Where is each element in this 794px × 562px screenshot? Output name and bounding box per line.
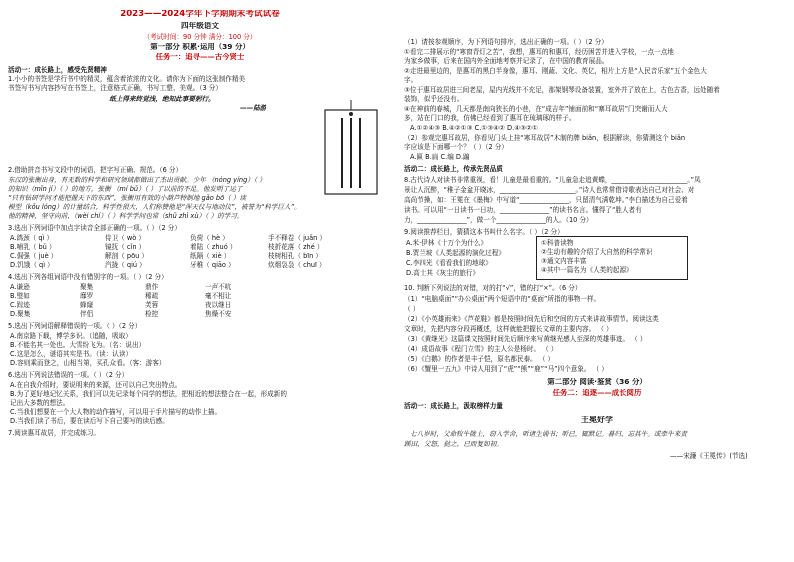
- recommendation-box: [536, 236, 688, 280]
- q4-option: 靡罗: [80, 292, 94, 300]
- q10-item: （1）“电脑桌面”“办公桌面”两个短语中的“桌面”所指的事物一样。: [404, 295, 601, 303]
- q3-option: 枝折花落（ zhé ）: [268, 243, 324, 251]
- q1-quote-author: ——陆游: [240, 104, 267, 112]
- q4-option: 鼎作: [145, 283, 159, 291]
- q4-option[interactable]: C.踪迹: [10, 301, 30, 309]
- q7-sentence-1: ①看完二排展示的“寒窗青灯之苦”，我想，惠耳的和惠耳，经历困苦并进入学校，一点一点地: [404, 48, 674, 56]
- q6-option[interactable]: B.为了更好地记忆关系，我们可以先记录每个同学的想法，把相近的想法整合在一起，形成新的: [10, 390, 287, 398]
- q4-option[interactable]: B.璧如: [10, 292, 30, 300]
- q9-option[interactable]: C.李四光《看看我们的地球》: [406, 259, 492, 267]
- q4-option: 芙蓉: [145, 301, 159, 309]
- q6-option-continued: 记出大多数的想法。: [10, 399, 70, 407]
- recommendation-item: ②生动有趣的介绍了大自然的科学常识: [541, 248, 653, 256]
- q7-part2-options[interactable]: A.匾 B.扁 C.编 D.蹁: [410, 153, 470, 161]
- q3-option: 镜抚（ cǐn ）: [105, 243, 146, 251]
- q3-option[interactable]: B.哺乳（ bǔ ）: [10, 243, 56, 251]
- q1-line1: 1.小小的书签是学行书中的精灵，蕴含着浓浓的文化。请你为下面的这张制作精美: [8, 75, 246, 83]
- q2-line6: 他的精神，坚守向前，（wèi chí）（ ）科学学问也常（shǔ zhì xù）（ ）的学习。: [8, 212, 244, 220]
- q10-item: （6）《蟹里一五九》中诗人用到了“虎”“熊”“鹿”“马”四个意象。 （ ）: [404, 365, 608, 373]
- activity-two-label: 活动二：成长路上，传承先贤品质: [404, 165, 503, 173]
- q10-item-cont: 文章时，先把内容分段再概述，这样就能把握长文章的主要内容。 （ ）: [404, 325, 613, 333]
- q8-line1: 8.古代诗人对读书非常重视，看！儿童是最看重的。“儿童急走追黄蝶，_______________________。”凤: [404, 176, 701, 184]
- q10-item: （3）《黄继光》这篇课文按照时间先后顺序来写黄继光感人至深的英雄事迹。 （ ）: [404, 335, 647, 343]
- q4-option: 毫不相让: [205, 292, 232, 300]
- q5-option[interactable]: D.容则乘而登之，山相当第，买孔众看。（客：游客）: [10, 359, 166, 367]
- q7-part1-options[interactable]: A.①②④③ B.④②①③ C.①③④② D.④③②①: [410, 124, 538, 132]
- q8-line2: 景让人沉醉，“稚子金盆开晓冰，_______________________。”诗人也常常借诗歌表达自己对社会、对: [404, 186, 695, 194]
- q4-option: 稀疏: [145, 292, 159, 300]
- q7-sentence-4: ④在神前的春城，几天都是南向狭长的小巷，在“成吉年”铺面前和“寨耳故居”门突谢而人大: [404, 105, 668, 113]
- q2-line4: “只有钻研学问才能把握天下的东西”，张衡用有效的小葫芦特制地 gǎo bō（ ）读: [8, 194, 247, 202]
- q2-line3: 的知识（mǐn jí）（ ）的地方，张衡 （mí bǔ）（ ）了以前的不足。他发明了运了: [8, 185, 243, 193]
- passage-title: 王冕好学: [581, 416, 613, 424]
- q10-item: （5）《白鹅》的作者是丰子恺，原名都民泰。 （ ）: [404, 355, 555, 363]
- q9-option[interactable]: A.米·伊林《十万个为什么》: [406, 239, 488, 247]
- exam-title: 2023——2024学年下学期期末考试试卷: [120, 10, 280, 18]
- q4-option: 伴侣: [80, 310, 94, 318]
- q7-stem: 7.阅读惠耳故居，并完成练习。: [8, 429, 101, 437]
- q2-line5: 模型（kǒu lóng）的计量结合，科学性很大，人们称赞他是“浑天仪与地动仪”，被誉为“科学巨人”。: [8, 203, 301, 211]
- q4-option: 焦燥不安: [205, 310, 232, 318]
- q4-option[interactable]: D.聚集: [10, 310, 31, 318]
- q3-option: 纸隔（ xiè ）: [190, 252, 231, 260]
- q2-line2: 东汉的张衡出身，有无数的科学和研究领域都做出了杰出贡献。少年 （nóng yíng）（ ）: [8, 176, 266, 184]
- passage-line2: 蹊田，父怒，挞之，已而复如初。: [404, 440, 503, 448]
- q4-option[interactable]: A.谦逊: [10, 283, 30, 291]
- q10-answer-blank[interactable]: （ ）: [404, 305, 420, 313]
- task-two-heading: 任务二：追逐——成长阅历: [552, 389, 642, 397]
- passage-line1: 七八岁时，父命牧牛陇上，窃入学舍，听诸生诵书；听已，辄默记。暮归，忘其牛。或牵牛来责: [410, 430, 687, 438]
- q3-option: 枝树相孔（ bīn ）: [268, 252, 322, 260]
- q3-option: 汽拢（ qiú ）: [105, 261, 146, 269]
- right-column: [400, 0, 794, 562]
- exam-info: （考试时间：90 分钟 满分：100 分）: [143, 33, 257, 41]
- q4-stem: 4.选出下列各组词语中没有错别字的一项。（ ）（2 分）: [8, 273, 168, 281]
- q3-option: 侍卫（ wò ）: [105, 234, 145, 242]
- q8-line5: 力，_______________”，做一个_______________的人。（10 分）: [404, 216, 593, 224]
- q2-line1: 2.借助拼音书写文段中的词语，把字写正确、规范。（6 分）: [8, 166, 183, 174]
- q4-option: 聚集: [80, 283, 94, 291]
- q6-option[interactable]: D.当我们读了书后，要在读后写下自己要写的读后感。: [10, 417, 169, 425]
- q3-stem: 3.选出下列词语中加点字读音全部正确的一项。（ ）（2 分）: [8, 224, 181, 232]
- q4-option: 一声不吭: [205, 283, 232, 291]
- q5-stem: 5.选出下列词语解释错误的一项。（ ）（2 分）: [8, 322, 142, 330]
- task-one-heading: 任务一：追寻——古今贤士: [155, 53, 245, 61]
- q7-part2-stem-cont: 字应该是下面哪一个？（ ）（2 分）: [404, 143, 508, 151]
- q9-stem: 9.阅读推荐栏目，猜猜这本书叫什么名字。（ ）（2 分）: [404, 228, 564, 236]
- part-one-heading: 第一部分 积累·运用（39 分）: [150, 43, 250, 51]
- q7-sentence-4-cont: 多，站在门口的我，仿佛已经看到了惠耳在琉璃琢的样子。: [404, 114, 576, 122]
- q8-line4: 读书。可以用“一日读书一日功，_______________”的读书名言。懂得了“胜人者有: [404, 206, 642, 214]
- q8-line3: 高尚节操，如：王冕在《墨梅》中写道“_______________，只留清气满乾坤。”李白描述为自己爱着: [404, 196, 688, 204]
- q3-option: 手不释卷（ juǎn ）: [268, 234, 326, 242]
- q10-stem: 10. 判断下列说法的对错，对的打“√”，错的打“×”。（6 分）: [404, 284, 582, 292]
- q5-option[interactable]: B.不能名其一处也。大雪纷飞为。（名：说出）: [10, 341, 146, 349]
- q3-option: 炊烟袅袅（ chuī ）: [268, 261, 326, 269]
- q9-option[interactable]: D.高士其《灰尘的旅行》: [406, 269, 480, 277]
- q7-part2-stem: （2）参观完惠耳故居，你看见门头上挂“寒耳故居”木制的牌 biǎn，根据解读，你猜测这个 biǎn: [404, 134, 686, 142]
- q6-option[interactable]: A.在自我介绍时，要说明来的来源，还可以自己突出特点。: [10, 381, 182, 389]
- exam-subtitle: 四年级语文: [181, 22, 219, 30]
- passage-source: ——宋濂《王冕传》(节选): [670, 452, 748, 460]
- q4-option: 夜以继日: [205, 301, 232, 309]
- q7-sentence-3: ③位于惠耳故居进三间老屋，屋内光线并不充足，那架钢琴设备装置，室外并了放在上，古色古香，远处随着: [404, 86, 720, 94]
- recommendation-item: ①科普读物: [541, 239, 574, 247]
- q5-option[interactable]: A.南京路下载，博学多识。（追随，吸取）: [10, 332, 132, 340]
- q3-option: 牙稚（ qiāo ）: [190, 261, 235, 269]
- q4-option: 检控: [145, 310, 159, 318]
- q5-option[interactable]: C.这是怎么，谜语其实是书。（读：认读）: [10, 350, 133, 358]
- q3-option[interactable]: A.鸽颈（ qì ）: [10, 234, 54, 242]
- q3-option: 着陆（ zhuó ）: [190, 243, 237, 251]
- q1-quote: 纸上得来终觉浅，绝知此事要躬行。: [109, 95, 215, 103]
- q10-item: （2）《小英雄雨来》《芦花鞋》都是按照时间先后和空间的方式来讲故事情节。阅读这类: [404, 315, 659, 323]
- activity-one-label: 活动一：成长路上，感受先贤精神: [8, 66, 107, 74]
- part-two-heading: 第二部分 阅读·鉴赏（36 分）: [547, 378, 647, 386]
- q9-option[interactable]: B.贾兰坡《人类起源的演化过程》: [406, 249, 505, 257]
- q7-sentence-2: ②走进最里边的，是惠耳的黑白半身像，惠耳、刚蔬、文化、英亿，相片上方是“人民音乐家”五个金色大: [404, 67, 707, 75]
- q7-sentence-3-cont: 装饰，似乎还没有。: [404, 95, 464, 103]
- recommendation-item: ④其中一篇名为《人类的起源》: [541, 266, 633, 274]
- q4-option: 蜂窿: [80, 301, 94, 309]
- q10-item: （4）成语故事《程门立雪》的主人公是杨时。 （ ）: [404, 345, 558, 353]
- q7-sentence-1-cont: 为家乡做事，后来在国内外全面地考察并记录了，在中国的教育展品。: [404, 57, 609, 65]
- q3-option[interactable]: C.倔强（ juè ）: [10, 252, 58, 260]
- q7-sentence-2-cont: 字。: [404, 76, 418, 84]
- recommendation-item: ③通文内容丰富: [541, 257, 587, 265]
- q1-line2: 书签写书写内容抄写在书签上，注意格式正确，书写工整、美观。（3 分）: [8, 84, 222, 92]
- q6-option[interactable]: C.当我们想要在一个大人物的动作描写，可以用于手片描写的动作上描。: [10, 408, 222, 416]
- q3-option: 负荷（ hè ）: [190, 234, 229, 242]
- q7-part1-stem: （1）请按参观顺序，为下列语句排序，选出正确的一项。（ ）（2 分）: [404, 38, 608, 46]
- activity-three-label: 活动一：成长路上，汲取榜样力量: [404, 402, 503, 410]
- q6-stem: 6.选出下列说法错误的一项。（ ）（2 分）: [8, 371, 129, 379]
- q3-option: 解剖（ pōu ）: [105, 252, 148, 260]
- q3-option[interactable]: D.饥饿（ qì ）: [10, 261, 54, 269]
